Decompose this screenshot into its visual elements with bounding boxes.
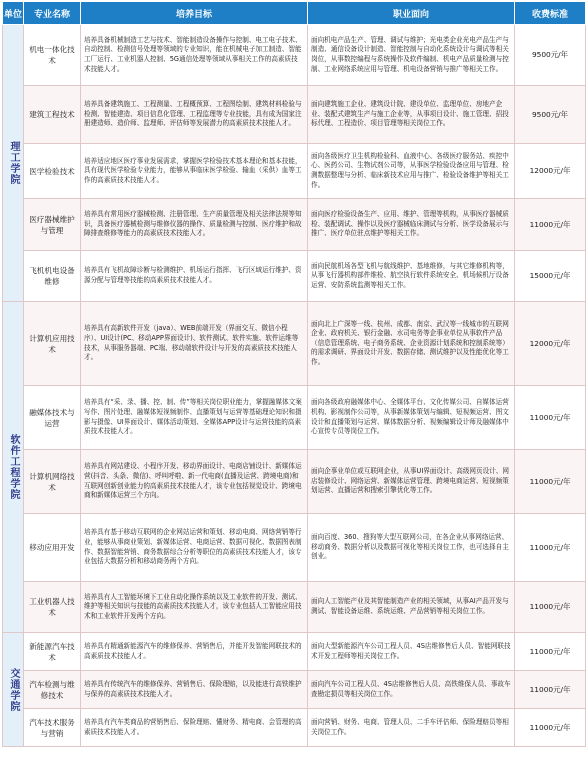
tuition-fee: 12000元/年 [515, 302, 586, 386]
career-direction: 面向民航机场各型飞机与航线维护、基地维修，与其它维修机构等，从事飞行器机构部件维检、航空执行软件系统安全、机场候机厅设备运营、安防系统监测等相关工作。 [308, 251, 515, 302]
header-career: 职业面向 [308, 2, 515, 25]
career-direction: 面向企事业单位或互联网企业，从事UI界面设计、高级网页设计、网店装修设计、网络运营、新媒体运营管理、跨境电商运营、短视频策划运营、直播运营和搜索引擎优化等工作。 [308, 450, 515, 514]
training-goal: 培养具有人工智能环境下工业自动化操作系统以及工业软件的开发、测试、维护等相关知识与技能的高素质技术技能人才，该专业包括人工智能应用技术和工业软件开发两个方向。 [81, 582, 308, 633]
career-direction: 面向建筑施工企业、建筑设计院、建设单位、监理单位、房地产企业、装配式建筑生产与施工企业等，从事项目设计、施工管理、招投标代理、工程造价、项目管理等相关岗位工作。 [308, 86, 515, 144]
major-name: 移动应用开发 [24, 514, 81, 582]
major-name: 医学检验技术 [24, 144, 81, 199]
table-row [3, 450, 586, 514]
major-name: 计算机网络技术 [24, 450, 81, 514]
table-row [3, 25, 586, 86]
major-name: 融媒体技术与运营 [24, 386, 81, 450]
training-goal: 培养具有传统汽车的维修保养、营销售后、保险理赔，以及能进行高铁维护与保养的高素质技术技能人才。 [81, 671, 308, 709]
tuition-fee: 15000元/年 [515, 251, 586, 302]
major-name: 汽车检测与维修技术 [24, 671, 81, 709]
table-row [3, 251, 586, 302]
tuition-fee: 11000元/年 [515, 386, 586, 450]
tuition-fee: 12000元/年 [515, 144, 586, 199]
tuition-fee: 11000元/年 [515, 671, 586, 709]
table-row [3, 302, 586, 386]
career-direction: 面向人工智能产业及其智能制造产业的相关领域，从事AI产品开发与测试、智能设备运维、系统运维、产品营销等相关岗位工作。 [308, 582, 515, 633]
table-row [3, 144, 586, 199]
table-row [3, 633, 586, 671]
table-row [3, 709, 586, 747]
unit-cell-science-engineering: 理工学院 [3, 25, 24, 302]
table-row [3, 86, 586, 144]
career-direction: 面向各级政府融媒体中心、全媒体平台、文化传媒公司、自媒体运营机构、影视制作公司等，从事新媒体策划与编辑、短视频运营、图文设计和直播策划与运营、媒体数据分析、视频编辑设计师及融媒体中心宣传专员等岗位工作。 [308, 386, 515, 450]
table-row [3, 199, 586, 251]
major-name: 工业机器人技术 [24, 582, 81, 633]
table-row [3, 386, 586, 450]
training-goal: 培养具备机械制造工艺与技术、智能制造设备操作与控制、电工电子技术、自动控制、检测信号处理等领域的专业知识，能在机械电子加工制造、智能工厂运行、工业机器人控制、5G通信处理等领域从事相关工作的高素质技术技能人才。 [81, 25, 308, 86]
enrollment-table-sheet [0, 1, 587, 762]
major-name: 计算机应用技术 [24, 302, 81, 386]
table-row [3, 582, 586, 633]
career-direction: 面向北上广深等一线、杭州、成都、南京、武汉等一线城市的互联网企业、政府机关、银行金融、水司电务等企事业单位从事软件产品（信息管理系统、电子商务系统、企业资源计划系统和控制系统等）的需求调研、界面设计开发、数据存储、测试维护以及性能优化等工作。 [308, 302, 515, 386]
unit-cell-transportation: 交通学院 [3, 633, 24, 747]
training-goal: 培养具有网站建设、小程序开发、移动界面设计、电商店铺设计、新媒体运营(抖音、头条、微信)、呼叫呼啦、新一代电商(直播及运营、跨境电商)和互联网创新创业能力的高素质技术技能人才，该专业包括视觉设计、跨境电商和新媒体运营三个方向。 [81, 450, 308, 514]
tuition-fee: 11000元/年 [515, 633, 586, 671]
career-direction: 面向汽车公司工程人员、4S店维修售后人员、高铁维保人员、事故车查勘定损员等相关岗位工作。 [308, 671, 515, 709]
training-goal: 培养具备建筑施工、工程测量、工程概预算、工程图绘制、建筑材料检验与检测、智能建造、项目信息化管理、工程监理等专业技能，具有成为国家注册建造师、造价师、监理师、评估师等发展潜力的高素质技术技能人才。 [81, 86, 308, 144]
training-goal: 培养具有高新软件开发（java）、WEB前端开发（界面交互、微信小程序）、UI设计(PC、移动APP界面设计)、软件测试、软件实施、软件运维等技术，从事服务器端、PC端、移动端软件设计与开发的高素质技术技能人才。 [81, 302, 308, 386]
major-name: 飞机机电设备维修 [24, 251, 81, 302]
training-goal: 培养具有汽车类商品的营销售后、保险理赔、懂财务、精电商、会管理的高素质技术技能人才。 [81, 709, 308, 747]
header-row [3, 2, 586, 25]
tuition-fee: 11000元/年 [515, 582, 586, 633]
tuition-fee: 11000元/年 [515, 709, 586, 747]
training-goal: 培养具有“采、录、播、控、制、传”等相关岗位职业能力，掌握融媒体文案写作、图片处理、融媒体短视频制作、直播策划与运营等基础理论知识和摄影与摄像、UI界面设计、媒体活动策划、全媒体APP设计与运营技能的高素质技术技能人才。 [81, 386, 308, 450]
header-major: 专业名称 [24, 2, 81, 25]
unit-cell-software-engineering: 软件工程学院 [3, 302, 24, 633]
tuition-fee: 11000元/年 [515, 199, 586, 251]
tuition-fee: 9500元/年 [515, 25, 586, 86]
major-name: 机电一体化技术 [24, 25, 81, 86]
career-direction: 面向百度、360、搜狗等大型互联网公司，在各企业从事网络运营、移动商务、数据分析以及数据可视化等相关岗位工作，也可选择自主创业。 [308, 514, 515, 582]
major-name: 建筑工程技术 [24, 86, 81, 144]
training-goal: 培养具有精通新能源汽车的维修保养、营销售后，并能开发智能网联技术的高素质技术技能人才。 [81, 633, 308, 671]
training-goal: 培养具有飞机故障诊断与检测维护、机场运行指挥、飞行区域运行维护、资源分配与管理等技能的高素质技术技能人才。 [81, 251, 308, 302]
tuition-fee: 9500元/年 [515, 86, 586, 144]
tuition-fee: 11000元/年 [515, 514, 586, 582]
header-fee: 收费标准 [515, 2, 586, 25]
header-goal: 培养目标 [81, 2, 308, 25]
table-row [3, 671, 586, 709]
major-name: 医疗器械维护与管理 [24, 199, 81, 251]
career-direction: 面向医疗检验设备生产、应用、维护、管理等机构，从事医疗器械质检、装配调试、操作以及医疗器械临床测试与分析、医学设备展示与推广、医疗单位驻点维护等相关工作。 [308, 199, 515, 251]
header-unit: 单位 [3, 2, 24, 25]
career-direction: 面向大型新能源汽车公司工程人员、4S店维修售后人员、智能网联技术开发工程师等相关岗位工作。 [308, 633, 515, 671]
tuition-fee: 11000元/年 [515, 450, 586, 514]
table-row [3, 514, 586, 582]
training-goal: 培养具有基于移动互联网的企业网站运营和策划、移动电商、网络营销等行业，能够从事商业策划、新媒体运营、电商运营、数据可视化、数据图表制作、数据智能营销、商务数据综合分析等职位的高素质技术技能人才，该专业包括大数据分析和移动商务两个方向。 [81, 514, 308, 582]
training-goal: 培养具有常用医疗器械检测、注册管理、生产质量管理及相关法律法规等知识，具备医疗器械检测与维修仪器的操作、质量检测与控制、医疗维护和故障排查维修等能力的高素质技术技能人才。 [81, 199, 308, 251]
major-name: 汽车技术服务与营销 [24, 709, 81, 747]
career-direction: 面向各级医疗卫生机构检验科、血液中心、各级医疗服务站、疾控中心、医药公司、生物试剂公司等，从事医学检验设备应用与管理、检测数据整理与分析、临床新技术应用与推广、检验设备维护等相关工作。 [308, 144, 515, 199]
major-name: 新能源汽车技术 [24, 633, 81, 671]
training-goal: 培养适应地区医疗事业发展需求，掌握医学检验技术基本理论和基本技能，具有现代医学检验专业能力，能够从事临床医学检验、输血（采供）血等工作的高素质技术技能人才。 [81, 144, 308, 199]
major-fee-table [2, 1, 586, 747]
career-direction: 面向机电产品生产、管理、调试与维护；光电类企业光电产品生产与制造、通信设备设计制造、智能控制与自动化系统设计与调试等相关岗位，从事数控编程与系统操作及软件编制、机电产品质量检测与控制、工业网络系统应用与管理、机电设备营销与推广等相关工作。 [308, 25, 515, 86]
career-direction: 面向营销、财务、电商、管理人员、二手车评估师、保险理赔员等相关岗位工作。 [308, 709, 515, 747]
